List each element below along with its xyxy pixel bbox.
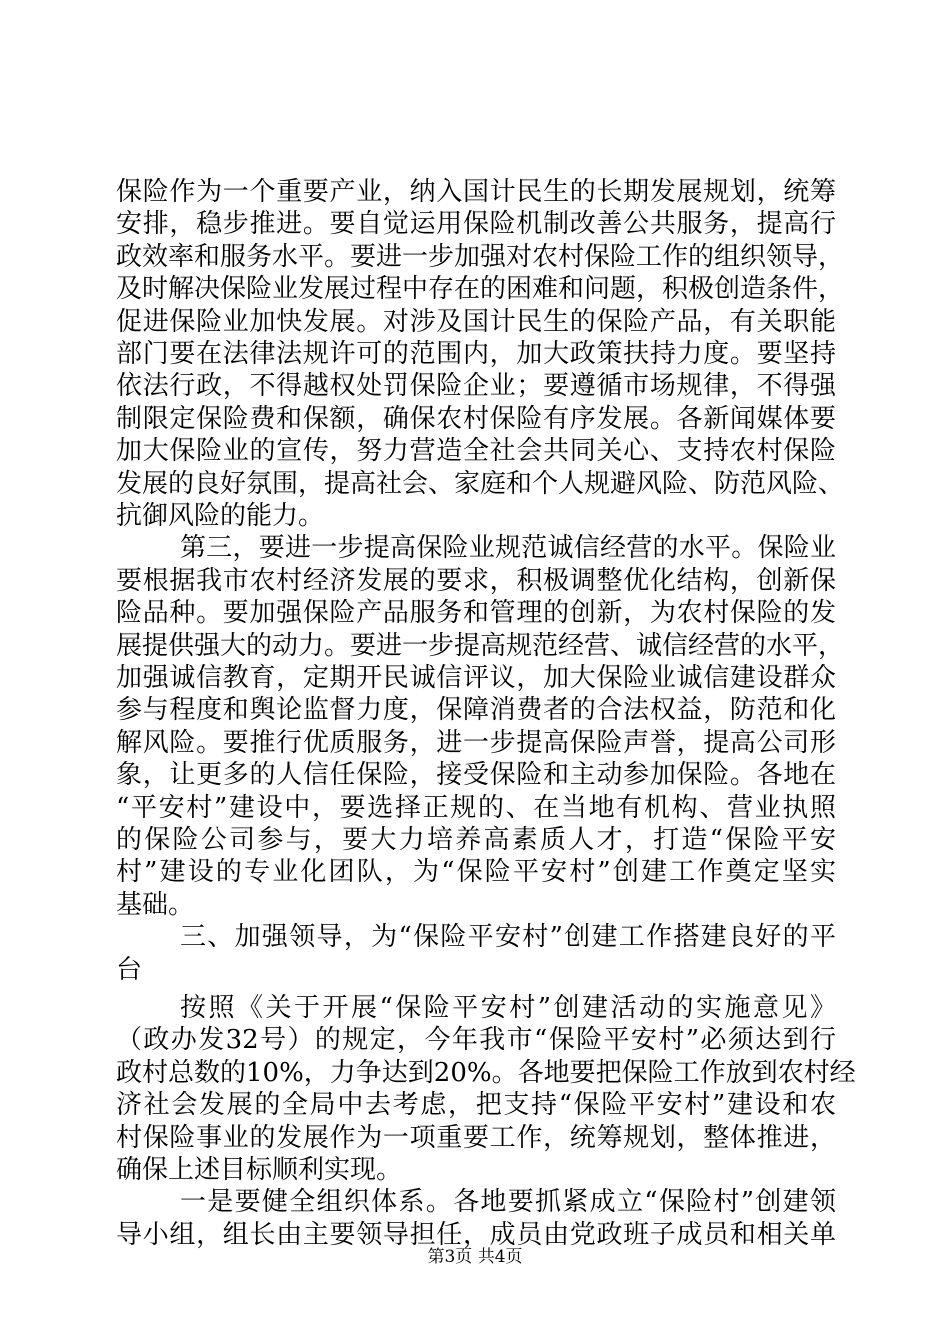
text-line: 制限定保险费和保额，确保农村保险有序发展。各新闻媒体要 [116,404,836,434]
text-line: 解风险。要推行优质服务，进一步提高保险声誉，提高公司形 [116,728,836,758]
text-line: 依法行政，不得越权处罚保险企业；要遵循市场规律，不得强 [116,371,836,401]
text-line: 安排，稳步推进。要自觉运用保险机制改善公共服务，提高行 [116,209,836,239]
text-line: 济社会发展的全局中去考虑，把支持“保险平安村”建设和农 [116,1090,836,1120]
text-line: 抗御风险的能力。 [116,501,325,531]
text-line: 加大保险业的宣传，努力营造全社会共同关心、支持农村保险 [116,436,836,466]
text-line: 导小组，组长由主要领导担任，成员由党政班子成员和相关单 [116,1220,836,1250]
page-number-footer: 第3页 共4页 [427,1247,523,1267]
text-line: “平安村”建设中，要选择正规的、在当地有机构、营业执照 [116,793,836,823]
text-line: 村”建设的专业化团队，为“保险平安村”创建工作奠定坚实 [116,857,836,887]
text-line: 村保险事业的发展作为一项重要工作，统筹规划，整体推进， [116,1123,836,1153]
text-line: 要根据我市农村经济发展的要求，积极调整优化结构，创新保 [116,566,836,596]
text-line: 参与程度和舆论监督力度，保障消费者的合法权益，防范和化 [116,695,836,725]
text-line: 展提供强大的动力。要进一步提高规范经营、诚信经营的水平， [116,631,845,661]
text-line: 基础。 [116,890,195,920]
text-line: 发展的良好氛围，提高社会、家庭和个人规避风险、防范风险、 [116,469,845,499]
text-line: 保险作为一个重要产业，纳入国计民生的长期发展规划，统筹 [116,177,836,207]
text-line: 加强诚信教育，定期开民诚信评议，加大保险业诚信建设群众 [116,663,836,693]
text-line: 及时解决保险业发展过程中存在的困难和问题，积极创造条件， [116,274,845,304]
section-heading-line: 台 [116,955,143,985]
paragraph-first-line: 按照《关于开展“保险平安村”创建活动的实施意见》 [180,993,836,1023]
text-line: 险品种。要加强保险产品服务和管理的创新，为农村保险的发 [116,598,836,628]
text-line: 象，让更多的人信任保险，接受保险和主动参加保险。各地在 [116,760,836,790]
text-line: （政办发32号）的规定，今年我市“保险平安村”必须达到行 [116,1025,836,1055]
text-line: 政效率和服务水平。要进一步加强对农村保险工作的组织领导， [116,242,845,272]
text-line: 的保险公司参与，要大力培养高素质人才，打造“保险平安 [116,825,836,855]
text-line: 政村总数的10%，力争达到20%。各地要把保险工作放到农村经 [116,1058,856,1088]
paragraph-first-line: 第三，要进一步提高保险业规范诚信经营的水平。保险业 [180,533,836,563]
paragraph-first-line: 一是要健全组织体系。各地要抓紧成立“保险村”创建领 [180,1187,836,1217]
text-line: 部门要在法律法规许可的范围内，加大政策扶持力度。要坚持 [116,339,836,369]
text-line: 促进保险业加快发展。对涉及国计民生的保险产品，有关职能 [116,307,836,337]
section-heading-line: 三、加强领导，为“保险平安村”创建工作搭建良好的平 [180,922,836,952]
text-line: 确保上述目标顺利实现。 [116,1155,403,1185]
